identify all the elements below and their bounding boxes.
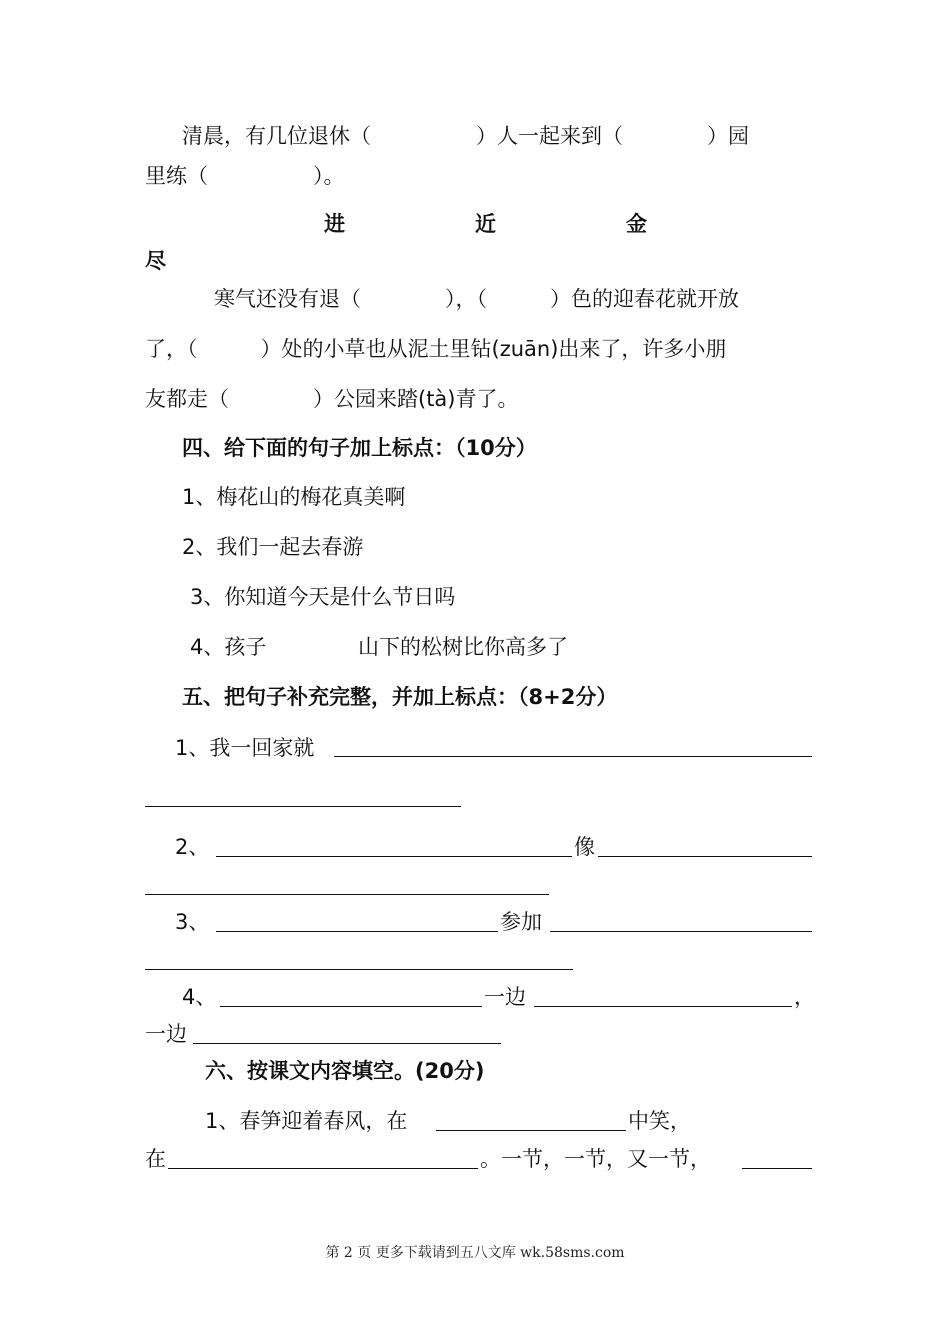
section5-q4-label: 4、: [182, 985, 217, 1009]
blank-line: [220, 1006, 482, 1007]
section5-title: 五、把句子补充完整，并加上标点：（8+2分）: [182, 685, 618, 709]
section6-q1-a: 1、春笋迎着春风，在: [205, 1109, 408, 1133]
blank-line: [168, 1168, 478, 1169]
section5-q2-mid: 像: [574, 835, 595, 859]
section4-item-1: 1、梅花山的梅花真美啊: [182, 485, 406, 509]
section6-q1-d: 。一节，一节，又一节，: [480, 1147, 711, 1171]
section6-title: 六、按课文内容填空。(20分): [205, 1059, 485, 1083]
section5-q4-mid: 一边: [484, 985, 526, 1009]
blank-line: [436, 1130, 626, 1131]
passage2-line2: 了，（ ）处的小草也从泥土里钻(zuān)出来了，许多小朋: [145, 337, 727, 361]
section5-q1-label: 1、我一回家就: [175, 736, 315, 760]
blank-line: [550, 931, 812, 932]
blank-line: [193, 1043, 501, 1044]
section5-q3-mid: 参加: [500, 910, 542, 934]
passage2-line1: 寒气还没有退（ ），（ ）色的迎春花就开放: [214, 287, 739, 311]
section5-q3-label: 3、: [175, 910, 210, 934]
section4-item-4a: 4、孩子: [190, 635, 267, 659]
choice-word-2: 近: [475, 212, 496, 236]
blank-line: [742, 1168, 812, 1169]
blank-line: [145, 806, 461, 807]
choice-word-3: 金: [626, 212, 647, 236]
section4-title: 四、给下面的句子加上标点：（10分）: [182, 436, 537, 460]
section6-q1-c: 在: [145, 1147, 166, 1171]
blank-line: [216, 856, 572, 857]
section5-q2-label: 2、: [175, 835, 210, 859]
section5-q4-line2: 一边: [145, 1022, 187, 1046]
choice-word-4: 尽: [145, 249, 166, 273]
choice-word-1: 进: [324, 212, 345, 236]
blank-line: [216, 931, 498, 932]
passage1-line1: 清晨，有几位退休（ ）人一起来到（ ）园: [182, 124, 749, 148]
section5-q4-comma: ，: [794, 985, 815, 1009]
section6-q1-b: 中笑，: [628, 1109, 691, 1133]
passage2-line3: 友都走（ ）公园来踏(tà)青了。: [145, 387, 519, 411]
blank-line: [145, 894, 549, 895]
blank-line: [334, 756, 812, 757]
section4-item-2: 2、我们一起去春游: [182, 535, 364, 559]
section4-item-3: 3、你知道今天是什么节日吗: [190, 585, 456, 609]
blank-line: [598, 856, 812, 857]
blank-line: [534, 1006, 792, 1007]
blank-line: [145, 969, 573, 970]
section4-item-4b: 山下的松树比你高多了: [358, 635, 568, 659]
passage1-line2: 里练（ ）。: [145, 164, 345, 188]
page-footer: 第 2 页 更多下载请到五八文库 wk.58sms.com: [325, 1245, 625, 1261]
